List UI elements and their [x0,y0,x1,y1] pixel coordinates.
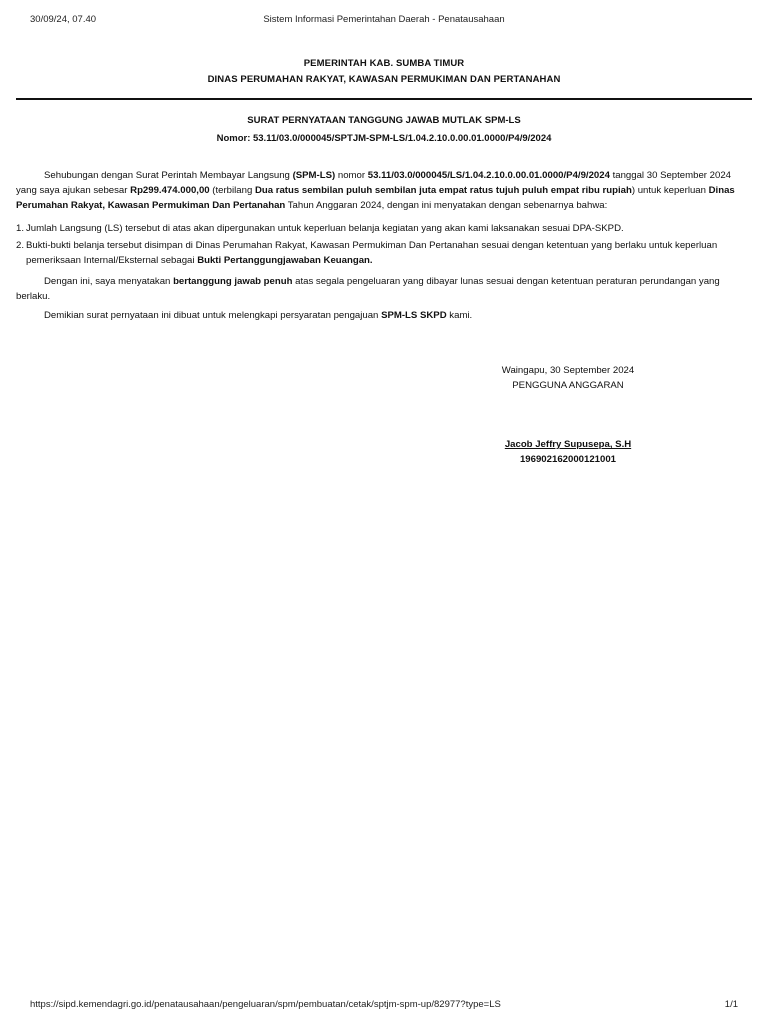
document-body [16,168,752,327]
signature-role: PENGGUNA ANGGARAN [512,380,624,391]
amount: Rp299.474.000,00 [130,185,210,196]
intro-text-1: Sehubungan dengan Surat Perintah Membayar Langsung [44,170,293,181]
responsibility-bold: bertanggung jawab penuh [173,276,293,287]
letterhead-divider [16,98,752,100]
closing-text-2: kami. [446,310,473,321]
amount-in-words: Dua ratus sembilan puluh sembilan juta empat ratus tujuh puluh empat ribu rupiah [254,185,632,196]
list-item-text: Jumlah Langsung (LS) tersebut di atas akan dipergunakan untuk keperluan belanja kegiatan yang akan kami laksanakan sesuai DPA-SKPD. [26,223,624,234]
page-number: 1/1 [724,999,738,1010]
intro-text-5: ) untuk keperluan [631,185,709,196]
document-title-block [16,112,752,148]
spm-ls-label: (SPM-LS) [292,170,336,181]
closing-text-1: Demikian surat pernyataan ini dibuat untuk melengkapi persyaratan pengajuan [44,310,382,321]
responsibility-paragraph [16,274,752,304]
signatory-name: Jacob Jeffry Supusepa, S.H [504,439,632,450]
signature-block [468,363,668,467]
statement-list [16,221,752,268]
department-name: DINAS PERUMAHAN RAKYAT, KAWASAN PERMUKIMAN DAN PERTANAHAN [207,74,561,85]
print-page-title: Sistem Informasi Pemerintahan Daerah - Penatausahaan [263,14,505,25]
intro-text-4: (terbilang [209,185,255,196]
print-url: https://sipd.kemendagri.go.id/penatausahaan/pengeluaran/spm/pembuatan/cetak/sptjm-spm-up/82977?type=LS [30,999,501,1010]
letterhead [16,56,752,88]
department-reference: Dinas Perumahan Rakyat, Kawasan Permukiman Dan Pertanahan [16,185,735,211]
responsibility-text-2: atas segala pengeluaran yang dibayar lunas sesuai dengan ketentuan peraturan perundangan yang berlaku. [16,276,720,302]
intro-paragraph [16,168,752,213]
document-number: Nomor: 53.11/03.0/000045/SPTJM-SPM-LS/1.04.2.10.0.00.01.0000/P4/9/2024 [216,133,552,144]
closing-bold: SPM-LS SKPD [381,310,447,321]
responsibility-text-1: Dengan ini, saya menyatakan [44,276,174,287]
document-title: SURAT PERNYATAAN TANGGUNG JAWAB MUTLAK SPM-LS [247,115,521,126]
signatory-nip: 196902162000121001 [519,454,617,465]
list-item-bold-text: Bukti Pertanggungjawaban Keuangan. [197,255,373,266]
spm-number: 53.11/03.0/000045/LS/1.04.2.10.0.00.01.0000/P4/9/2024 [367,170,610,181]
intro-text-2: nomor [335,170,368,181]
intro-text-6: Tahun Anggaran 2024, dengan ini menyatakan dengan sebenarnya bahwa: [285,200,608,211]
list-item-number: 2. [16,240,25,251]
list-item-text: Bukti-bukti belanja tersebut disimpan di Dinas Perumahan Rakyat, Kawasan Permukiman Dan Pertanahan sesuai dengan ketentuan yang berlaku untuk keperluan pemeriksaan Internal/Eksternal sebagai [26,240,718,266]
list-item-number: 1. [16,223,25,234]
list-item [16,238,752,268]
print-datetime: 30/09/24, 07.40 [30,14,97,25]
signature-place-date: Waingapu, 30 September 2024 [501,365,635,376]
government-name: PEMERINTAH KAB. SUMBA TIMUR [303,58,465,69]
intro-text-3: tanggal 30 September 2024 yang saya ajukan sebesar [16,170,732,196]
closing-paragraph [16,308,752,323]
list-item [16,221,752,236]
